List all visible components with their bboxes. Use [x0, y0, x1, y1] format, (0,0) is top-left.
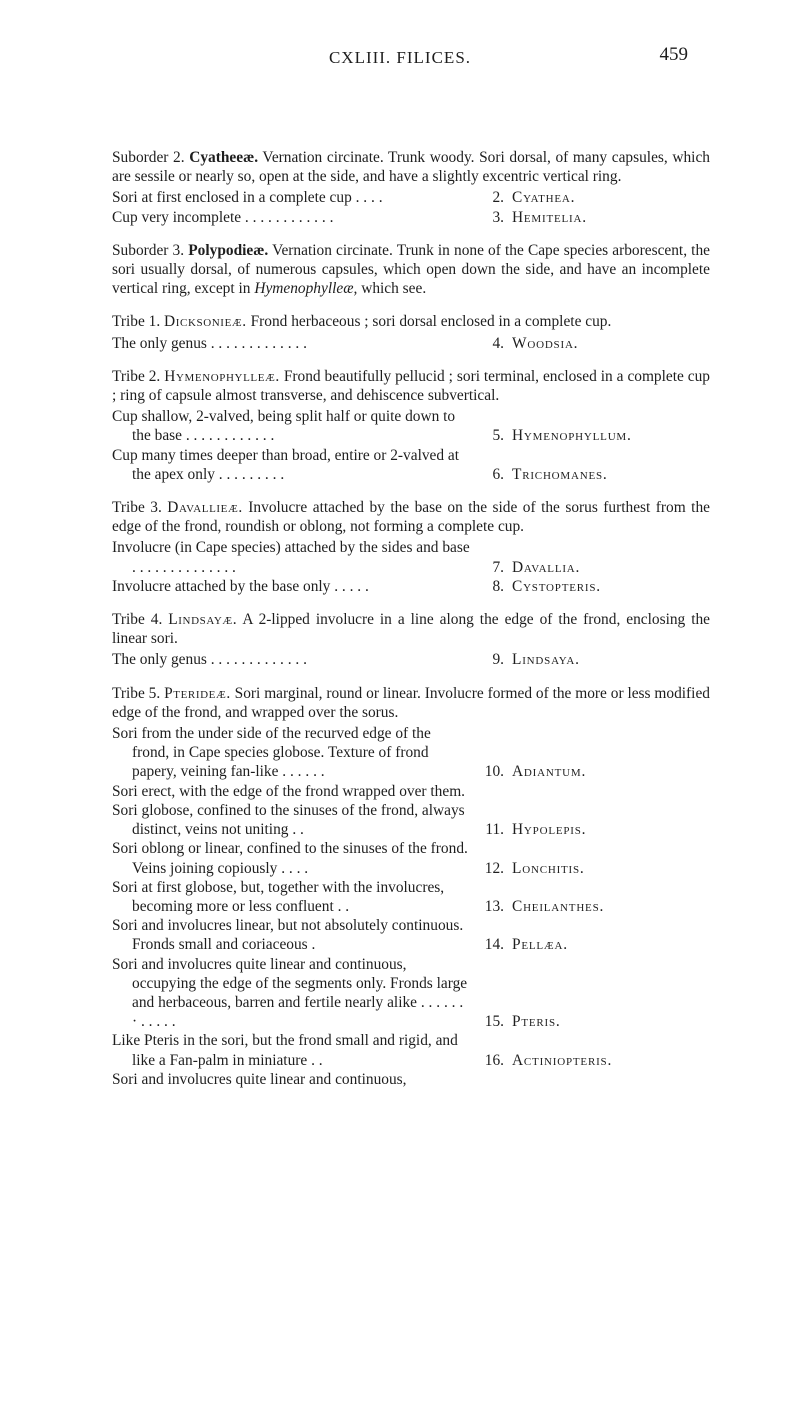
suborder-3-italic-term: Hymenophylleæ,: [254, 280, 358, 298]
key-row: [112, 801, 710, 839]
key-description: Sori and involucres quite linear and continuous,: [112, 1070, 407, 1088]
key-description: Like Pteris in the sori, but the frond small and rigid, and like a Fan-palm in miniature . .: [112, 1032, 458, 1069]
suborder-2-key: [112, 188, 710, 226]
key-number: 7.: [492, 558, 504, 576]
tribe-5-text: Sori marginal, round or linear. Involucre formed of the more or less modified edge of the frond, and wrapped over the sorus.: [112, 684, 710, 721]
tribe-5-name: Pterideæ.: [164, 684, 231, 702]
key-number: 4.: [492, 334, 504, 352]
key-genus: Cyathea.: [512, 189, 576, 207]
tribe-3-name: Davallieæ.: [167, 499, 243, 517]
key-row: [112, 839, 710, 877]
tribe-2-name: Hymenophylleæ.: [164, 367, 280, 385]
key-number: 3.: [492, 208, 504, 226]
key-row: [112, 446, 710, 484]
key-genus: Hemitelia.: [512, 208, 587, 226]
key-number: 11.: [485, 821, 504, 839]
key-row: [112, 334, 710, 353]
key-row: [112, 650, 710, 669]
key-genus: Cheilanthes.: [512, 897, 605, 915]
key-number: 14.: [484, 936, 504, 954]
tribe-3-key: [112, 538, 710, 596]
tribe-4-key: [112, 650, 710, 669]
key-number: 6.: [492, 465, 504, 483]
suborder-2-name: Cyatheeæ.: [189, 149, 259, 166]
key-description: Sori at first globose, but, together with the involucres, becoming more or less confluent . .: [112, 878, 445, 915]
key-description: Cup very incomplete . . . . . . . . . . . .: [112, 208, 334, 226]
key-genus: Trichomanes.: [512, 465, 608, 483]
page-body: [112, 148, 710, 1089]
key-genus: Lonchitis.: [512, 859, 585, 877]
key-description: Cup many times deeper than broad, entire or 2-valved at the apex only . . . . . . . . .: [112, 446, 460, 483]
key-number: 9.: [492, 651, 504, 669]
page-number: 459: [659, 44, 688, 65]
key-number: 5.: [492, 427, 504, 445]
key-number: 10.: [484, 763, 504, 781]
tribe-1-description: [112, 312, 710, 331]
suborder-3-lead: Suborder 3.: [112, 241, 185, 259]
suborder-3-name: Polypodieæ.: [188, 241, 269, 259]
key-genus: Actiniopteris.: [512, 1051, 613, 1069]
tribe-3-description: [112, 498, 710, 536]
key-row: [112, 878, 710, 916]
tribe-4-description: [112, 610, 710, 648]
suborder-3-description: [112, 241, 710, 299]
key-genus: Hypolepis.: [512, 821, 587, 839]
key-genus: Pellæa.: [512, 936, 568, 954]
key-row: [112, 577, 710, 596]
key-row: [112, 208, 710, 227]
key-description: Sori at first enclosed in a complete cup . . . .: [112, 189, 383, 207]
key-description: Sori globose, confined to the sinuses of the frond, always distinct, veins not uniting . .: [112, 801, 465, 839]
suborder-3-text-end: which see.: [361, 280, 427, 298]
key-genus: Cystopteris.: [512, 577, 601, 595]
key-row: [112, 916, 710, 954]
key-description: The only genus . . . . . . . . . . . . .: [112, 334, 307, 352]
key-row: [112, 782, 710, 801]
key-row: [112, 1070, 710, 1089]
key-number: 13.: [484, 897, 504, 915]
key-genus: Lindsaya.: [512, 651, 580, 669]
tribe-1-lead: Tribe 1.: [112, 313, 161, 331]
tribe-1-key: [112, 334, 710, 353]
key-description: Sori and involucres quite linear and continuous, occupying the edge of the segments only. Fronds large and herbaceous, barren and fertile nearly alike . . . . . . · . . . . .: [112, 955, 468, 1031]
tribe-2-description: [112, 367, 710, 405]
key-description: Involucre (in Cape species) attached by the sides and base . . . . . . . . . . . . . .: [112, 539, 470, 576]
key-genus: Davallia.: [512, 558, 581, 576]
suborder-3-text: Vernation circinate. Trunk in none of the Cape species arborescent, the sori usually dorsal, of numerous capsules, which open down the side, and have an incomplete vertical ring, except in: [112, 241, 710, 298]
key-number: 2.: [492, 189, 504, 207]
key-number: 8.: [492, 577, 504, 595]
tribe-5-lead: Tribe 5.: [112, 684, 161, 702]
key-number: 16.: [484, 1051, 504, 1069]
tribe-2-lead: Tribe 2.: [112, 367, 161, 385]
key-row: [112, 955, 710, 1032]
key-genus: Woodsia.: [512, 334, 579, 352]
tribe-2-text: Frond beautifully pellucid ; sori terminal, enclosed in a complete cup ; ring of capsule almost transverse, and dehiscence subvertical.: [112, 367, 711, 405]
tribe-3-lead: Tribe 3.: [112, 499, 162, 517]
running-head: CXLIII. FILICES.: [328, 48, 472, 67]
key-row: [112, 724, 710, 782]
key-row: [112, 407, 710, 445]
suborder-2-lead: Suborder 2.: [112, 149, 185, 166]
suborder-2-text: Vernation circinate. Trunk woody. Sori dorsal, of many capsules, which are sessile or nearly so, open at the side, and have a slightly excentric vertical ring.: [112, 149, 710, 186]
key-row: [112, 188, 710, 207]
key-description: Sori and involucres linear, but not absolutely continuous. Fronds small and coriaceous .: [112, 917, 464, 954]
tribe-3-text: Involucre attached by the base on the side of the sorus furthest from the edge of the frond, roundish or oblong, not forming a complete cup.: [112, 499, 710, 536]
key-description: The only genus . . . . . . . . . . . . .: [112, 651, 307, 669]
key-row: [112, 538, 710, 576]
key-description: Sori oblong or linear, confined to the sinuses of the frond. Veins joining copiously . . . .: [112, 840, 468, 877]
tribe-4-name: Lindsayæ.: [168, 611, 238, 629]
tribe-4-text: A 2-lipped involucre in a line along the edge of the frond, enclosing the linear sori.: [112, 611, 710, 648]
suborder-2-description: [112, 148, 710, 186]
key-row: [112, 1031, 710, 1069]
key-description: Sori erect, with the edge of the frond wrapped over them.: [112, 782, 466, 800]
tribe-4-lead: Tribe 4.: [112, 611, 163, 629]
key-number: 12.: [484, 859, 504, 877]
key-genus: Pteris.: [512, 1013, 561, 1031]
key-genus: Adiantum.: [512, 763, 587, 781]
tribe-1-text: Frond herbaceous ; sori dorsal enclosed in a complete cup.: [250, 313, 612, 331]
tribe-1-name: Dicksonieæ.: [164, 313, 247, 331]
tribe-5-key: [112, 724, 710, 1089]
tribe-2-key: [112, 407, 710, 484]
key-description: Cup shallow, 2-valved, being split half or quite down to the base . . . . . . . . . . . .: [112, 408, 456, 445]
key-number: 15.: [484, 1013, 504, 1031]
tribe-5-description: [112, 684, 710, 722]
key-description: Involucre attached by the base only . . . . .: [112, 577, 369, 595]
key-description: Sori from the under side of the recurved edge of the frond, in Cape species globose. Texture of frond papery, veining fan-like . . . . . .: [112, 725, 431, 781]
key-genus: Hymenophyllum.: [512, 427, 632, 445]
